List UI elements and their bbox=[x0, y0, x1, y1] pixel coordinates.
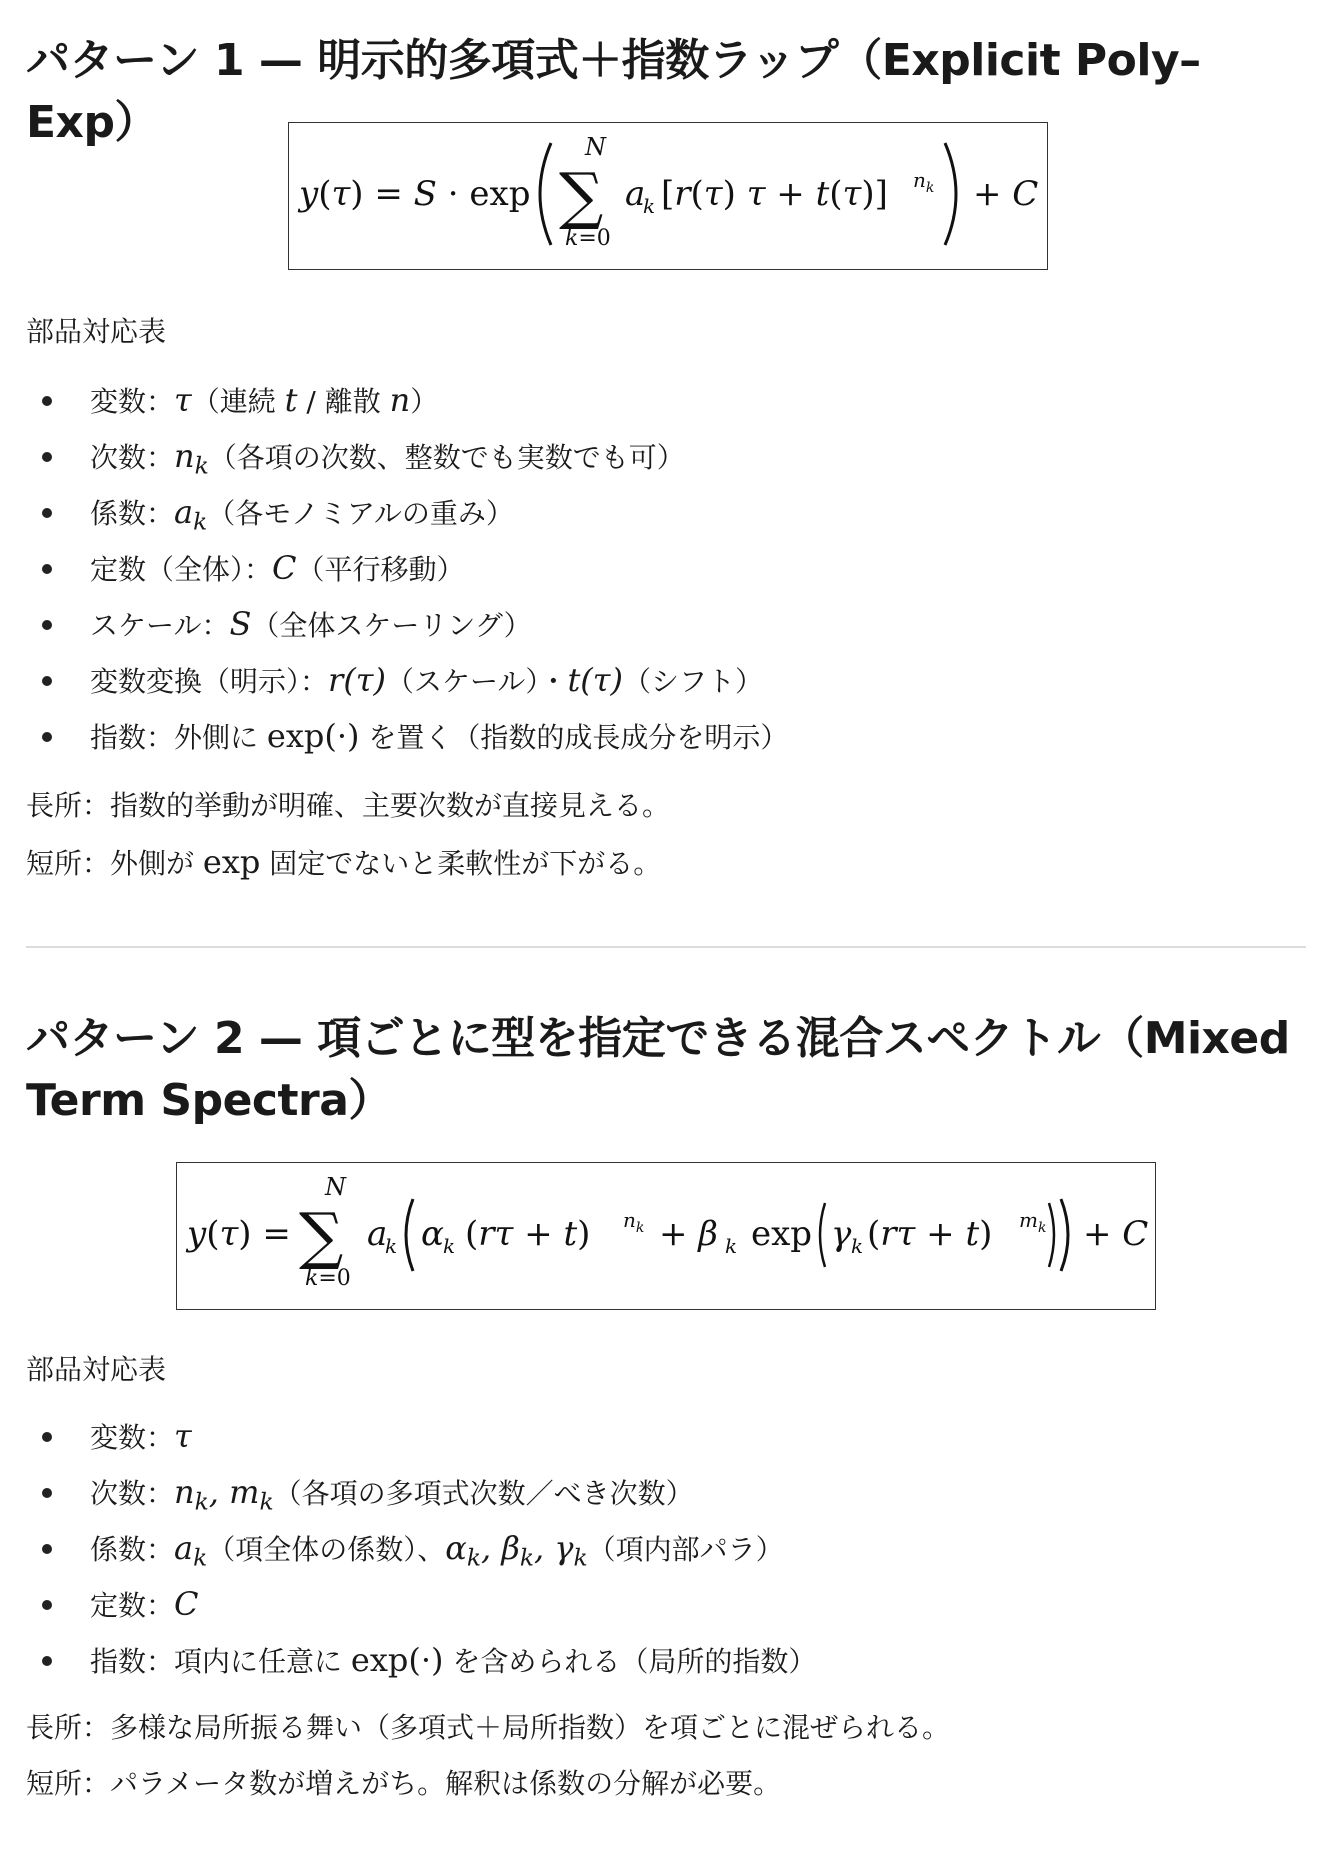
svg-text:mk: $m_k$ bbox=[1019, 1208, 1047, 1236]
svg-text:N: N bbox=[325, 1173, 346, 1201]
svg-text:+ β: + β bbox=[659, 1214, 718, 1254]
svg-text:γ: γ bbox=[831, 1214, 852, 1254]
list-item: 次数：$n_k$, $m_k$（各項の多項式次数／べき次数） bbox=[26, 1464, 1286, 1520]
pros-text: 長所：指数的挙動が明確、主要次数が直接見える。 bbox=[26, 789, 671, 822]
equation-2-box bbox=[176, 1162, 1156, 1310]
svg-text:∑: ∑ bbox=[299, 1199, 344, 1272]
list-item: スケール：S（全体スケーリング） bbox=[26, 596, 1286, 652]
pros-text: 長所：多様な局所振る舞い（多項式＋局所指数）を項ごとに混ぜられる。 bbox=[26, 1711, 951, 1744]
svg-text:k: k bbox=[851, 1234, 864, 1258]
bullet-icon bbox=[42, 1544, 52, 1554]
svg-text:(rτ + t): (rτ + t) bbox=[867, 1214, 993, 1254]
parts-table-label: 部品対応表 bbox=[26, 315, 167, 348]
bullet-icon bbox=[42, 1656, 52, 1666]
list-item: 指数：項内に任意に exp(·) を含められる（局所的指数） bbox=[26, 1632, 1286, 1688]
svg-text:α: α bbox=[421, 1214, 444, 1254]
svg-text:exp: exp bbox=[751, 1214, 813, 1254]
list-item: 変数：τ bbox=[26, 1408, 1286, 1464]
svg-text:∑: ∑ bbox=[559, 159, 604, 232]
bullet-icon bbox=[42, 396, 52, 406]
svg-text:(rτ + t): (rτ + t) bbox=[465, 1214, 591, 1254]
bullet-icon bbox=[42, 732, 52, 742]
parts-list-1 bbox=[26, 372, 1286, 764]
svg-text:nk: $n_k$ bbox=[623, 1208, 645, 1236]
list-item: 係数：$a_k$（項全体の係数）、$\alpha_k$, $\beta_k$, $\gamma_k$（項内部パラ） bbox=[26, 1520, 1286, 1576]
equation-2 bbox=[177, 1163, 1155, 1309]
svg-text:y(τ) = S · exp: y(τ) = S · exp bbox=[299, 174, 531, 214]
bullet-icon bbox=[42, 452, 52, 462]
svg-text:a: a bbox=[367, 1214, 388, 1254]
bullet-icon bbox=[42, 1600, 52, 1610]
list-item: 指数：外側に exp(·) を置く（指数的成長成分を明示） bbox=[26, 708, 1286, 764]
svg-text:k: k bbox=[385, 1234, 398, 1258]
bullet-icon bbox=[42, 1432, 52, 1442]
svg-text:N: N bbox=[585, 133, 606, 161]
svg-text:k: k bbox=[443, 1234, 456, 1258]
bullet-icon bbox=[42, 508, 52, 518]
list-item: 定数：C bbox=[26, 1576, 1286, 1632]
svg-text:y(τ) =: y(τ) = bbox=[187, 1214, 291, 1254]
equation-1-box bbox=[288, 122, 1048, 270]
bullet-icon bbox=[42, 1488, 52, 1498]
svg-text:k=0: k=0 bbox=[305, 1266, 351, 1291]
equation-1 bbox=[289, 123, 1047, 269]
svg-text:+ C: + C bbox=[1083, 1214, 1149, 1254]
list-item: 変数：τ（連続 t / 離散 n） bbox=[26, 372, 1286, 428]
svg-text:a: a bbox=[625, 174, 646, 214]
bullet-icon bbox=[42, 676, 52, 686]
list-item: 変数変換（明示）：r(τ)（スケール）・t(τ)（シフト） bbox=[26, 652, 1286, 708]
list-item: 次数：$n_k$（各項の次数、整数でも実数でも可） bbox=[26, 428, 1286, 484]
bullet-icon bbox=[42, 564, 52, 574]
svg-text:+ C: + C bbox=[973, 174, 1039, 214]
svg-text:k: k bbox=[725, 1234, 738, 1258]
section-1-heading: パターン 1 — 明示的多項式＋指数ラップ（Explicit Poly–Exp） bbox=[26, 35, 1201, 148]
cons-text: 短所：パラメータ数が増えがち。解釈は係数の分解が必要。 bbox=[26, 1767, 782, 1800]
parts-list-2 bbox=[26, 1408, 1286, 1688]
parts-table-label: 部品対応表 bbox=[26, 1353, 167, 1386]
svg-text:[r(τ) τ + t(τ)]: [r(τ) τ + t(τ)] bbox=[661, 174, 888, 214]
svg-text:k=0: k=0 bbox=[565, 226, 611, 251]
svg-text:nk: $n_k$ bbox=[913, 168, 935, 196]
list-item: 係数：$a_k$（各モノミアルの重み） bbox=[26, 484, 1286, 540]
svg-text:k: k bbox=[643, 194, 656, 218]
list-item: 定数（全体）：C（平行移動） bbox=[26, 540, 1286, 596]
section-2-heading: パターン 2 — 項ごとに型を指定できる混合スペクトル（Mixed Term Spectra） bbox=[26, 1013, 1290, 1126]
bullet-icon bbox=[42, 620, 52, 630]
cons-text: 短所：外側が exp 固定でないと柔軟性が下がる。 bbox=[26, 843, 662, 881]
section-divider bbox=[26, 946, 1306, 948]
